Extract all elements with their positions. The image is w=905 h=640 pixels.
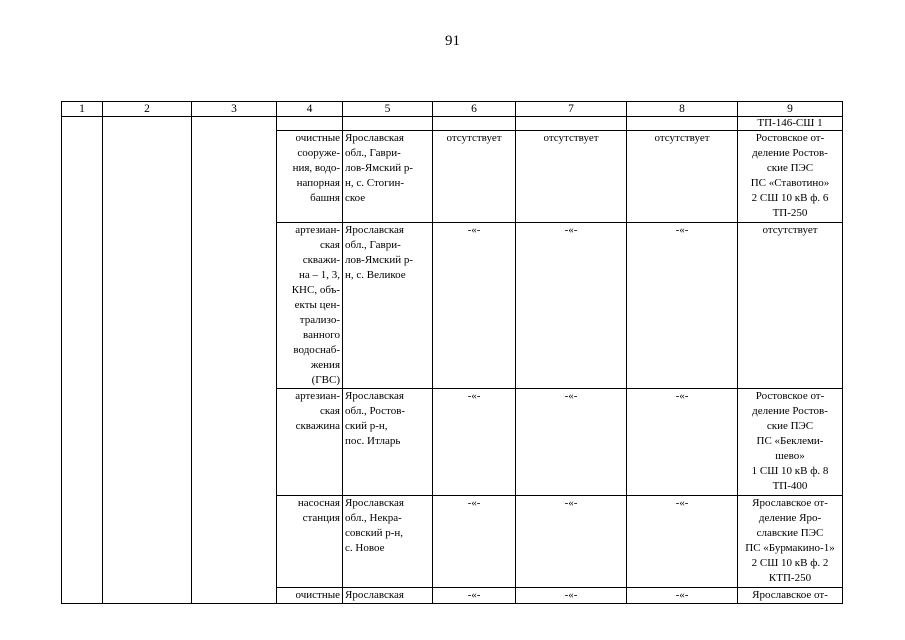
cell-col7: -«- bbox=[516, 223, 627, 389]
cell-col7: -«- bbox=[516, 496, 627, 588]
column-header-6: 6 bbox=[433, 102, 516, 117]
power-source-cell: Ростовское от- деление Ростов- ские ПЭС ПС «Беклеми- шево» 1 СШ 10 кВ ф. 8 ТП-400 bbox=[738, 389, 843, 496]
cell-col6: -«- bbox=[433, 496, 516, 588]
column-header-4: 4 bbox=[277, 102, 343, 117]
cell-col6: -«- bbox=[433, 389, 516, 496]
address-cell: Ярославская обл., Некра- совский р-н, с. Новое bbox=[343, 496, 433, 588]
cell-col6: отсутствует bbox=[433, 131, 516, 223]
cell-col7: -«- bbox=[516, 389, 627, 496]
page-number: 91 bbox=[445, 33, 460, 49]
address-cell: Ярославская bbox=[343, 588, 433, 604]
cell-col8: -«- bbox=[627, 389, 738, 496]
cell-col6: -«- bbox=[433, 223, 516, 389]
cell-col4 bbox=[277, 117, 343, 131]
cell-col3-merged bbox=[192, 117, 277, 604]
address-cell: Ярославская обл., Гаври- лов-Ямский р- н, с. Стогин- ское bbox=[343, 131, 433, 223]
cell-col7 bbox=[516, 117, 627, 131]
cell-col8 bbox=[627, 117, 738, 131]
object-name-cell: очистные bbox=[277, 588, 343, 604]
object-name-cell: очистные сооруже- ния, водо- напорная башня bbox=[277, 131, 343, 223]
object-name-cell: артезиан- ская скважина bbox=[277, 389, 343, 496]
cell-col8: -«- bbox=[627, 223, 738, 389]
address-cell: Ярославская обл., Ростов- ский р-н, пос. Итларь bbox=[343, 389, 433, 496]
power-source-cell: отсутствует bbox=[738, 223, 843, 389]
cell-col7: отсутствует bbox=[516, 131, 627, 223]
column-header-7: 7 bbox=[516, 102, 627, 117]
header-row bbox=[62, 102, 843, 117]
table-row-continuation bbox=[62, 117, 843, 131]
address-cell: Ярославская обл., Гаври- лов-Ямский р- н, с. Великое bbox=[343, 223, 433, 389]
column-header-3: 3 bbox=[192, 102, 277, 117]
column-header-8: 8 bbox=[627, 102, 738, 117]
cell-col2-merged bbox=[103, 117, 192, 604]
cell-col8: отсутствует bbox=[627, 131, 738, 223]
object-name-cell: насосная станция bbox=[277, 496, 343, 588]
column-header-5: 5 bbox=[343, 102, 433, 117]
power-source-cell: Ярославское от- bbox=[738, 588, 843, 604]
column-header-2: 2 bbox=[103, 102, 192, 117]
power-source-cell: Ростовское от- деление Ростов- ские ПЭС ПС «Ставотино» 2 СШ 10 кВ ф. 6 ТП-250 bbox=[738, 131, 843, 223]
cell-col9-continuation: ТП-146-СШ 1 bbox=[738, 117, 843, 131]
cell-col8: -«- bbox=[627, 496, 738, 588]
column-header-9: 9 bbox=[738, 102, 843, 117]
object-name-cell: артезиан- ская скважи- на – 1, 3, КНС, объ- екты цен- трализо- ванного водоснаб- жения (ГВС) bbox=[277, 223, 343, 389]
cell-col1-merged bbox=[62, 117, 103, 604]
cell-col6 bbox=[433, 117, 516, 131]
cell-col6: -«- bbox=[433, 588, 516, 604]
data-table bbox=[61, 101, 843, 604]
cell-col5 bbox=[343, 117, 433, 131]
column-header-1: 1 bbox=[62, 102, 103, 117]
power-source-cell: Ярославское от- деление Яро- славские ПЭС ПС «Бурмакино-1» 2 СШ 10 кВ ф. 2 КТП-250 bbox=[738, 496, 843, 588]
cell-col7: -«- bbox=[516, 588, 627, 604]
cell-col8: -«- bbox=[627, 588, 738, 604]
